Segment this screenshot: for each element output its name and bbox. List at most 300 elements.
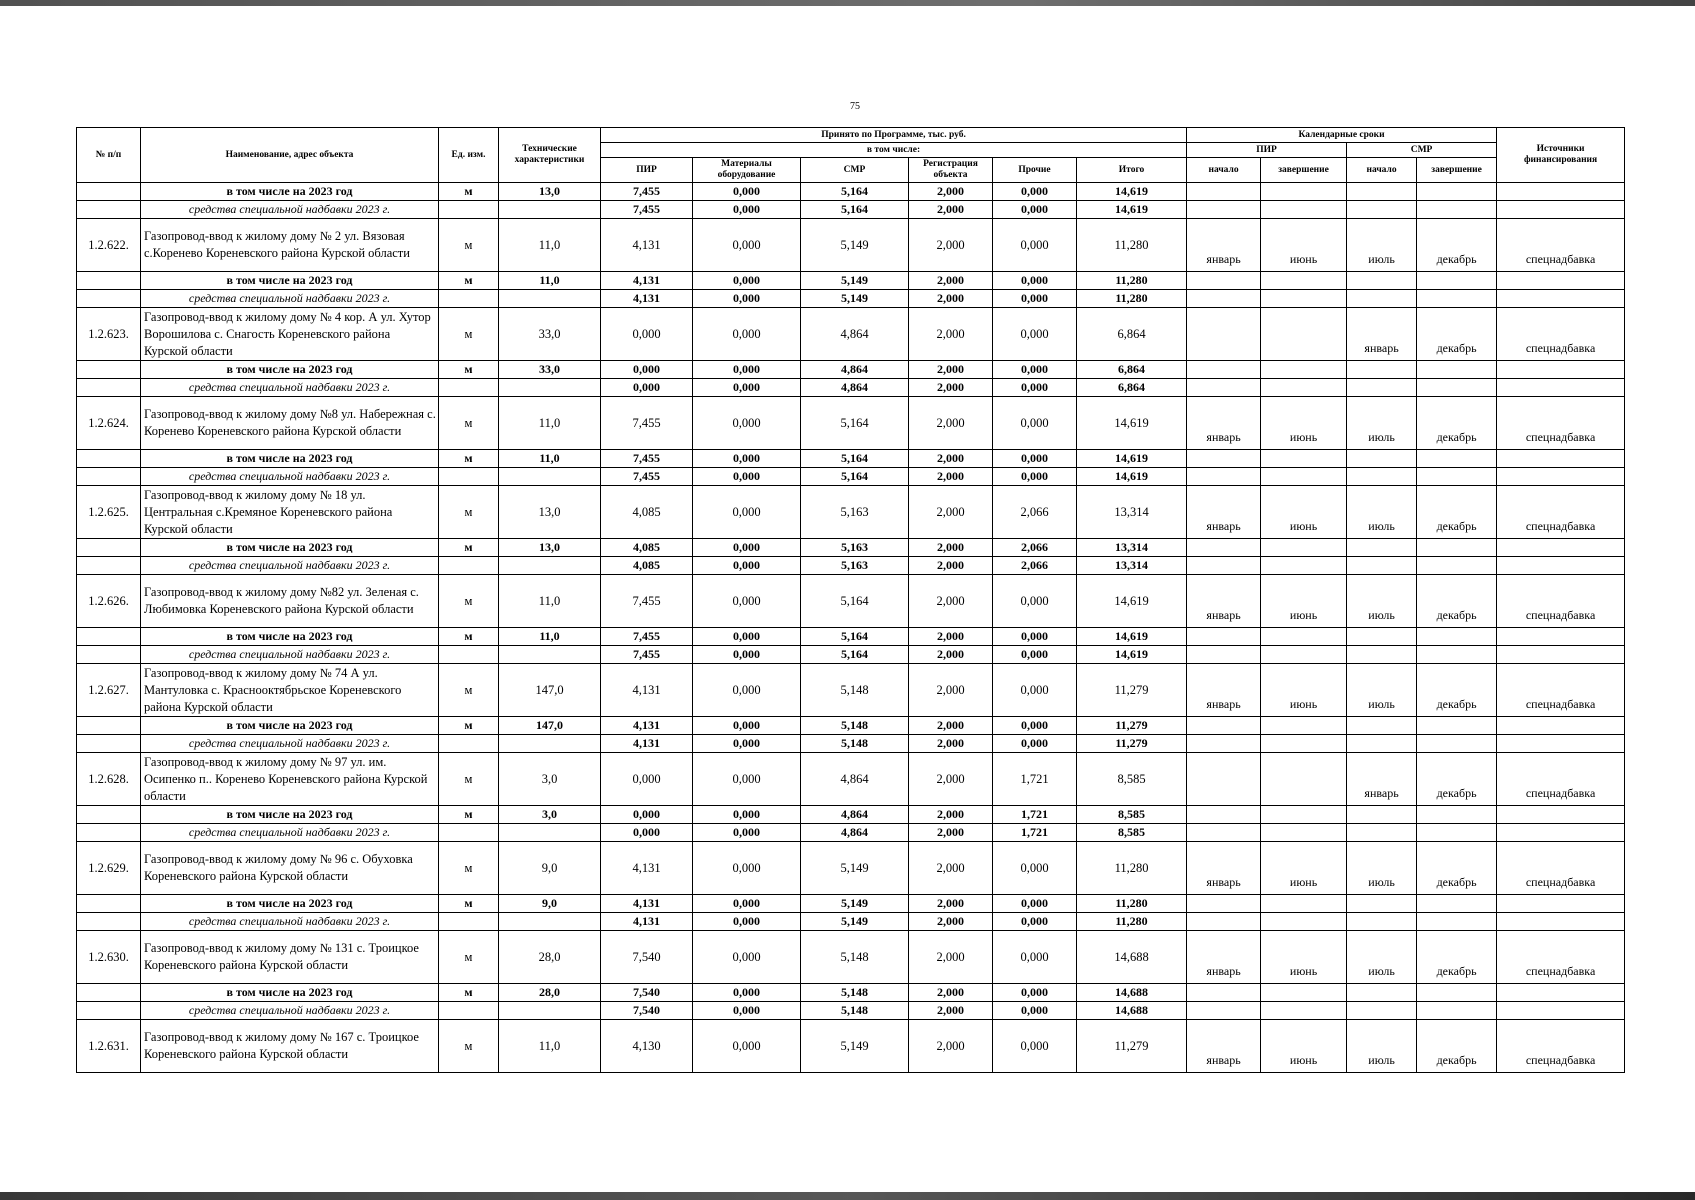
- row-label: средства специальной надбавки 2023 г.: [141, 913, 439, 931]
- cell-total: 13,314: [1077, 557, 1187, 575]
- table-row-special: [77, 1002, 1625, 1020]
- table-row-special: [77, 379, 1625, 397]
- cell-total: 11,280: [1077, 219, 1187, 272]
- cell-smr: 5,164: [801, 201, 909, 219]
- header-calendar: Календарные сроки: [1187, 128, 1497, 143]
- cell-registration: 2,000: [909, 379, 993, 397]
- cell-materials: 0,000: [693, 895, 801, 913]
- cell-number: 1.2.631.: [77, 1020, 141, 1073]
- cell-materials: 0,000: [693, 290, 801, 308]
- cell-other: 0,000: [993, 219, 1077, 272]
- cell-total: 14,619: [1077, 397, 1187, 450]
- cell-pir: 0,000: [601, 806, 693, 824]
- cell-smr: 4,864: [801, 361, 909, 379]
- cell-pir: 4,130: [601, 1020, 693, 1073]
- table-row-year: [77, 717, 1625, 735]
- cell-materials: 0,000: [693, 539, 801, 557]
- cell-smr: 5,164: [801, 575, 909, 628]
- cell-number: 1.2.627.: [77, 664, 141, 717]
- cell-total: 14,688: [1077, 1002, 1187, 1020]
- cell-smr-end: декабрь: [1417, 664, 1497, 717]
- cell-other: 0,000: [993, 1002, 1077, 1020]
- cell-total: 6,864: [1077, 308, 1187, 361]
- cell-registration: 2,000: [909, 931, 993, 984]
- cell-smr-start: июль: [1347, 1020, 1417, 1073]
- cell-materials: 0,000: [693, 1020, 801, 1073]
- row-label: в том числе на 2023 год: [141, 183, 439, 201]
- cell-other: 0,000: [993, 361, 1077, 379]
- cell-materials: 0,000: [693, 308, 801, 361]
- cell-other: 0,000: [993, 931, 1077, 984]
- table-row-object: [77, 842, 1625, 895]
- cell-total: 14,619: [1077, 183, 1187, 201]
- row-label: в том числе на 2023 год: [141, 717, 439, 735]
- cell-total: 14,619: [1077, 201, 1187, 219]
- header-registration: Регистрация объекта: [909, 158, 993, 183]
- cell-object-name: Газопровод-ввод к жилому дому № 96 с. Обуховка Кореневского района Курской области: [141, 842, 439, 895]
- table-row-special: [77, 468, 1625, 486]
- cell-smr-start: июль: [1347, 486, 1417, 539]
- cell-tech: 11,0: [499, 219, 601, 272]
- cell-pir: 0,000: [601, 379, 693, 397]
- table-row-object: [77, 1020, 1625, 1073]
- cell-smr: 5,149: [801, 272, 909, 290]
- cell-pir: 7,455: [601, 397, 693, 450]
- cell-smr-end: декабрь: [1417, 397, 1497, 450]
- cell-smr: 4,864: [801, 753, 909, 806]
- cell-tech: 33,0: [499, 308, 601, 361]
- cell-pir: 7,455: [601, 575, 693, 628]
- row-label: в том числе на 2023 год: [141, 984, 439, 1002]
- table-row-object: [77, 486, 1625, 539]
- cell-other: 0,000: [993, 913, 1077, 931]
- cell-pir: 4,131: [601, 735, 693, 753]
- cell-pir: 4,131: [601, 895, 693, 913]
- cell-registration: 2,000: [909, 735, 993, 753]
- cell-total: 11,279: [1077, 717, 1187, 735]
- cell-other: 0,000: [993, 397, 1077, 450]
- cell-materials: 0,000: [693, 931, 801, 984]
- header-including: в том числе:: [601, 143, 1187, 158]
- cell-pir-end: июнь: [1261, 575, 1347, 628]
- cell-other: 1,721: [993, 824, 1077, 842]
- header-other: Прочие: [993, 158, 1077, 183]
- cell-smr-start: январь: [1347, 308, 1417, 361]
- cell-number: 1.2.630.: [77, 931, 141, 984]
- table-row-object: [77, 308, 1625, 361]
- cell-registration: 2,000: [909, 575, 993, 628]
- cell-pir-start: январь: [1187, 842, 1261, 895]
- table-row-special: [77, 290, 1625, 308]
- cell-pir: 4,085: [601, 486, 693, 539]
- cell-registration: 2,000: [909, 753, 993, 806]
- cell-other: 0,000: [993, 575, 1077, 628]
- cell-tech: 33,0: [499, 361, 601, 379]
- cell-materials: 0,000: [693, 753, 801, 806]
- cell-object-name: Газопровод-ввод к жилому дому № 18 ул. Центральная с.Кремяное Кореневского района Курской области: [141, 486, 439, 539]
- cell-total: 14,688: [1077, 931, 1187, 984]
- cell-unit: м: [439, 717, 499, 735]
- cell-pir-start: январь: [1187, 486, 1261, 539]
- cell-object-name: Газопровод-ввод к жилому дому №82 ул. Зеленая с. Любимовка Кореневского района Курской области: [141, 575, 439, 628]
- cell-other: 0,000: [993, 308, 1077, 361]
- cell-smr-end: декабрь: [1417, 575, 1497, 628]
- cell-unit: м: [439, 842, 499, 895]
- cell-smr-end: декабрь: [1417, 753, 1497, 806]
- cell-pir: 4,131: [601, 717, 693, 735]
- budget-table: [76, 127, 1625, 1073]
- cell-source: спецнадбавка: [1497, 1020, 1625, 1073]
- cell-materials: 0,000: [693, 806, 801, 824]
- cell-materials: 0,000: [693, 984, 801, 1002]
- cell-smr: 5,164: [801, 183, 909, 201]
- cell-smr-end: декабрь: [1417, 1020, 1497, 1073]
- cell-other: 0,000: [993, 984, 1077, 1002]
- cell-number: 1.2.622.: [77, 219, 141, 272]
- cell-source: спецнадбавка: [1497, 219, 1625, 272]
- cell-other: 0,000: [993, 272, 1077, 290]
- cell-total: 6,864: [1077, 379, 1187, 397]
- cell-registration: 2,000: [909, 824, 993, 842]
- cell-unit: м: [439, 895, 499, 913]
- cell-other: 0,000: [993, 628, 1077, 646]
- cell-registration: 2,000: [909, 628, 993, 646]
- cell-tech: 147,0: [499, 717, 601, 735]
- cell-total: 14,619: [1077, 646, 1187, 664]
- cell-other: 0,000: [993, 290, 1077, 308]
- cell-number: 1.2.628.: [77, 753, 141, 806]
- cell-materials: 0,000: [693, 219, 801, 272]
- cell-registration: 2,000: [909, 450, 993, 468]
- cell-pir: 7,455: [601, 183, 693, 201]
- cell-pir: 4,085: [601, 539, 693, 557]
- table-row-special: [77, 557, 1625, 575]
- cell-materials: 0,000: [693, 486, 801, 539]
- cell-smr: 5,149: [801, 842, 909, 895]
- cell-registration: 2,000: [909, 557, 993, 575]
- cell-pir: 4,131: [601, 913, 693, 931]
- row-label: в том числе на 2023 год: [141, 539, 439, 557]
- cell-total: 11,280: [1077, 895, 1187, 913]
- cell-pir: 0,000: [601, 361, 693, 379]
- header-materials: Материалы оборудование: [693, 158, 801, 183]
- cell-unit: м: [439, 931, 499, 984]
- cell-smr: 5,163: [801, 539, 909, 557]
- table-row-special: [77, 201, 1625, 219]
- cell-smr: 5,148: [801, 717, 909, 735]
- cell-source: спецнадбавка: [1497, 397, 1625, 450]
- cell-tech: 13,0: [499, 539, 601, 557]
- cell-pir: 0,000: [601, 824, 693, 842]
- header-smr-start: начало: [1347, 158, 1417, 183]
- cell-registration: 2,000: [909, 717, 993, 735]
- cell-pir-end: июнь: [1261, 931, 1347, 984]
- cell-smr-start: июль: [1347, 664, 1417, 717]
- cell-smr: 5,149: [801, 913, 909, 931]
- cell-registration: 2,000: [909, 1020, 993, 1073]
- cell-unit: м: [439, 361, 499, 379]
- cell-materials: 0,000: [693, 272, 801, 290]
- cell-pir-end: июнь: [1261, 219, 1347, 272]
- cell-pir: 7,540: [601, 931, 693, 984]
- cell-number: 1.2.625.: [77, 486, 141, 539]
- cell-object-name: Газопровод-ввод к жилому дому № 167 с. Троицкое Кореневского района Курской области: [141, 1020, 439, 1073]
- cell-object-name: Газопровод-ввод к жилому дому № 2 ул. Вязовая с.Коренево Кореневского района Курской области: [141, 219, 439, 272]
- cell-pir-end: июнь: [1261, 486, 1347, 539]
- cell-other: 0,000: [993, 735, 1077, 753]
- cell-tech: 3,0: [499, 753, 601, 806]
- cell-total: 8,585: [1077, 753, 1187, 806]
- cell-unit: м: [439, 806, 499, 824]
- cell-total: 14,619: [1077, 450, 1187, 468]
- table-row-year: [77, 628, 1625, 646]
- cell-pir: 7,540: [601, 984, 693, 1002]
- header-tech: Технические характеристики: [499, 128, 601, 183]
- cell-pir-end: июнь: [1261, 1020, 1347, 1073]
- cell-registration: 2,000: [909, 842, 993, 895]
- cell-materials: 0,000: [693, 575, 801, 628]
- table-row-object: [77, 575, 1625, 628]
- cell-other: 0,000: [993, 646, 1077, 664]
- cell-registration: 2,000: [909, 486, 993, 539]
- cell-smr: 5,164: [801, 628, 909, 646]
- cell-materials: 0,000: [693, 361, 801, 379]
- cell-smr: 4,864: [801, 379, 909, 397]
- header-smr: СМР: [801, 158, 909, 183]
- cell-pir: 4,131: [601, 290, 693, 308]
- cell-other: 0,000: [993, 1020, 1077, 1073]
- cell-total: 14,688: [1077, 984, 1187, 1002]
- header-cal-pir: ПИР: [1187, 143, 1347, 158]
- cell-smr: 5,164: [801, 450, 909, 468]
- cell-smr: 4,864: [801, 308, 909, 361]
- cell-source: спецнадбавка: [1497, 753, 1625, 806]
- cell-other: 0,000: [993, 468, 1077, 486]
- cell-tech: 11,0: [499, 397, 601, 450]
- page-number: 75: [850, 101, 860, 112]
- cell-other: 1,721: [993, 753, 1077, 806]
- cell-total: 11,279: [1077, 735, 1187, 753]
- header-unit: Ед. изм.: [439, 128, 499, 183]
- cell-registration: 2,000: [909, 984, 993, 1002]
- cell-other: 0,000: [993, 379, 1077, 397]
- table-body: [77, 183, 1625, 1073]
- cell-source: спецнадбавка: [1497, 664, 1625, 717]
- cell-materials: 0,000: [693, 468, 801, 486]
- header-smr-end: завершение: [1417, 158, 1497, 183]
- cell-other: 1,721: [993, 806, 1077, 824]
- cell-registration: 2,000: [909, 290, 993, 308]
- table-row-object: [77, 397, 1625, 450]
- row-label: средства специальной надбавки 2023 г.: [141, 468, 439, 486]
- cell-unit: м: [439, 183, 499, 201]
- cell-source: спецнадбавка: [1497, 931, 1625, 984]
- cell-pir-end: июнь: [1261, 664, 1347, 717]
- cell-pir: 7,455: [601, 450, 693, 468]
- header-program: Принято по Программе, тыс. руб.: [601, 128, 1187, 143]
- cell-tech: 3,0: [499, 806, 601, 824]
- cell-unit: м: [439, 486, 499, 539]
- cell-number: 1.2.626.: [77, 575, 141, 628]
- cell-tech: 11,0: [499, 272, 601, 290]
- cell-materials: 0,000: [693, 201, 801, 219]
- cell-tech: 147,0: [499, 664, 601, 717]
- cell-other: 0,000: [993, 895, 1077, 913]
- header-number: № п/п: [77, 128, 141, 183]
- header-pir: ПИР: [601, 158, 693, 183]
- table-row-object: [77, 219, 1625, 272]
- cell-unit: м: [439, 1020, 499, 1073]
- cell-object-name: Газопровод-ввод к жилому дому №8 ул. Набережная с. Коренево Кореневского района Курской области: [141, 397, 439, 450]
- cell-registration: 2,000: [909, 646, 993, 664]
- cell-pir: 4,085: [601, 557, 693, 575]
- cell-registration: 2,000: [909, 806, 993, 824]
- cell-other: 2,066: [993, 486, 1077, 539]
- scan-edge-bottom: [0, 1192, 1695, 1200]
- cell-tech: 11,0: [499, 575, 601, 628]
- cell-pir: 7,455: [601, 646, 693, 664]
- table-row-special: [77, 824, 1625, 842]
- cell-pir-end: июнь: [1261, 397, 1347, 450]
- cell-pir: 7,455: [601, 628, 693, 646]
- header-sources: Источники финансирования: [1497, 128, 1625, 183]
- cell-materials: 0,000: [693, 450, 801, 468]
- cell-registration: 2,000: [909, 1002, 993, 1020]
- row-label: средства специальной надбавки 2023 г.: [141, 1002, 439, 1020]
- cell-materials: 0,000: [693, 735, 801, 753]
- cell-registration: 2,000: [909, 539, 993, 557]
- cell-materials: 0,000: [693, 628, 801, 646]
- header-pir-start: начало: [1187, 158, 1261, 183]
- cell-registration: 2,000: [909, 397, 993, 450]
- row-label: средства специальной надбавки 2023 г.: [141, 735, 439, 753]
- cell-total: 14,619: [1077, 575, 1187, 628]
- cell-pir: 0,000: [601, 753, 693, 806]
- cell-smr-start: июль: [1347, 931, 1417, 984]
- cell-total: 13,314: [1077, 539, 1187, 557]
- cell-smr: 5,148: [801, 735, 909, 753]
- cell-other: 2,066: [993, 557, 1077, 575]
- cell-smr: 5,149: [801, 1020, 909, 1073]
- cell-pir-start: январь: [1187, 575, 1261, 628]
- table-row-year: [77, 806, 1625, 824]
- cell-materials: 0,000: [693, 379, 801, 397]
- cell-registration: 2,000: [909, 361, 993, 379]
- row-label: средства специальной надбавки 2023 г.: [141, 646, 439, 664]
- cell-registration: 2,000: [909, 201, 993, 219]
- cell-pir-end: июнь: [1261, 842, 1347, 895]
- row-label: в том числе на 2023 год: [141, 361, 439, 379]
- cell-materials: 0,000: [693, 397, 801, 450]
- cell-number: 1.2.624.: [77, 397, 141, 450]
- cell-pir-start: [1187, 753, 1261, 806]
- cell-pir-end: [1261, 308, 1347, 361]
- cell-smr: 5,163: [801, 557, 909, 575]
- cell-object-name: Газопровод-ввод к жилому дому № 74 А ул. Мантуловка с. Краснооктябрьское Кореневского района Курской области: [141, 664, 439, 717]
- cell-pir: 7,455: [601, 201, 693, 219]
- cell-tech: 11,0: [499, 450, 601, 468]
- cell-unit: м: [439, 664, 499, 717]
- cell-unit: м: [439, 450, 499, 468]
- header-name: Наименование, адрес объекта: [141, 128, 439, 183]
- cell-smr: 5,149: [801, 895, 909, 913]
- cell-object-name: Газопровод-ввод к жилому дому № 97 ул. им. Осипенко п.. Коренево Кореневского района Курской области: [141, 753, 439, 806]
- cell-materials: 0,000: [693, 646, 801, 664]
- cell-pir-start: [1187, 308, 1261, 361]
- cell-other: 0,000: [993, 842, 1077, 895]
- cell-smr-start: июль: [1347, 575, 1417, 628]
- cell-smr-end: декабрь: [1417, 931, 1497, 984]
- cell-smr: 5,149: [801, 219, 909, 272]
- cell-smr-end: декабрь: [1417, 842, 1497, 895]
- cell-source: спецнадбавка: [1497, 486, 1625, 539]
- cell-materials: 0,000: [693, 913, 801, 931]
- cell-tech: 9,0: [499, 842, 601, 895]
- cell-pir: 4,131: [601, 272, 693, 290]
- cell-unit: м: [439, 575, 499, 628]
- cell-pir-start: январь: [1187, 664, 1261, 717]
- table-row-year: [77, 984, 1625, 1002]
- table-row-special: [77, 646, 1625, 664]
- table-row-year: [77, 272, 1625, 290]
- row-label: средства специальной надбавки 2023 г.: [141, 379, 439, 397]
- cell-unit: м: [439, 308, 499, 361]
- cell-unit: м: [439, 753, 499, 806]
- row-label: в том числе на 2023 год: [141, 806, 439, 824]
- table-row-object: [77, 931, 1625, 984]
- row-label: средства специальной надбавки 2023 г.: [141, 201, 439, 219]
- cell-smr: 5,164: [801, 646, 909, 664]
- cell-total: 14,619: [1077, 468, 1187, 486]
- table-header: [77, 128, 1625, 183]
- cell-smr-end: декабрь: [1417, 486, 1497, 539]
- header-cal-smr: СМР: [1347, 143, 1497, 158]
- cell-smr: 4,864: [801, 806, 909, 824]
- cell-object-name: Газопровод-ввод к жилому дому № 4 кор. А ул. Хутор Ворошилова с. Снагость Кореневского района Курской области: [141, 308, 439, 361]
- table-row-year: [77, 450, 1625, 468]
- header-pir-end: завершение: [1261, 158, 1347, 183]
- cell-unit: м: [439, 272, 499, 290]
- cell-tech: 9,0: [499, 895, 601, 913]
- cell-unit: м: [439, 984, 499, 1002]
- cell-registration: 2,000: [909, 183, 993, 201]
- cell-pir: 0,000: [601, 308, 693, 361]
- cell-other: 0,000: [993, 450, 1077, 468]
- cell-materials: 0,000: [693, 824, 801, 842]
- cell-pir-start: январь: [1187, 931, 1261, 984]
- row-label: средства специальной надбавки 2023 г.: [141, 557, 439, 575]
- cell-smr-start: январь: [1347, 753, 1417, 806]
- cell-source: спецнадбавка: [1497, 575, 1625, 628]
- cell-pir: 7,540: [601, 1002, 693, 1020]
- cell-registration: 2,000: [909, 913, 993, 931]
- cell-total: 11,280: [1077, 290, 1187, 308]
- cell-smr: 4,864: [801, 824, 909, 842]
- cell-other: 0,000: [993, 183, 1077, 201]
- cell-total: 13,314: [1077, 486, 1187, 539]
- cell-materials: 0,000: [693, 664, 801, 717]
- cell-smr-start: июль: [1347, 397, 1417, 450]
- row-label: в том числе на 2023 год: [141, 628, 439, 646]
- table-row-year: [77, 183, 1625, 201]
- scan-edge-top: [0, 0, 1695, 6]
- cell-pir-start: январь: [1187, 1020, 1261, 1073]
- cell-pir-start: январь: [1187, 219, 1261, 272]
- cell-total: 8,585: [1077, 806, 1187, 824]
- cell-registration: 2,000: [909, 468, 993, 486]
- cell-other: 0,000: [993, 664, 1077, 717]
- cell-total: 6,864: [1077, 361, 1187, 379]
